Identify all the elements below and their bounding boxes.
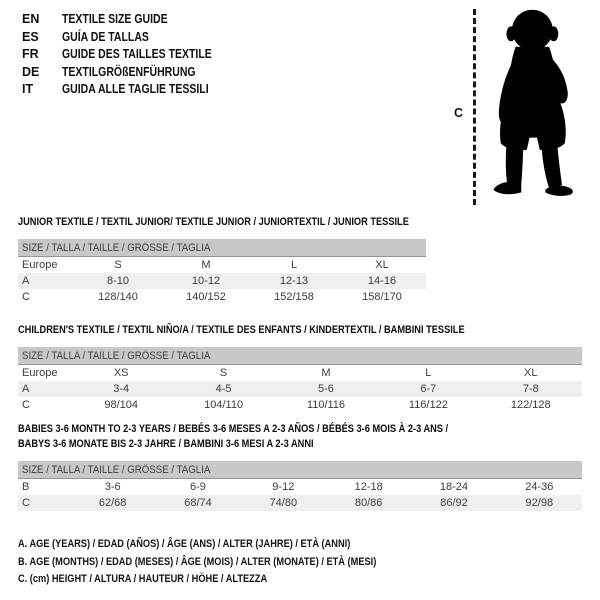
table-cell: 6-7 — [420, 383, 437, 395]
table-cell: 74/80 — [269, 497, 298, 509]
language-label: TEXTILGRÖßENFÜHRUNG — [62, 64, 196, 79]
footnote-a-text: A. AGE (YEARS) / EDAD (AÑOS) / ÂGE (ANS) / ALTER (JAHRE) / ETÀ (ANNI) — [18, 538, 351, 550]
children-table — [18, 347, 582, 413]
language-code: IT — [22, 82, 34, 96]
language-label: GUIDA ALLE TAGLIE TESSILI — [62, 82, 209, 96]
table-row — [18, 365, 582, 382]
size-header-text: SIZE / TALLA / TAILLE / GRÖSSE / TAGLIA — [22, 349, 211, 362]
table-cell: 12-18 — [354, 481, 383, 493]
row-label: C — [22, 497, 30, 509]
table-cell: 7-8 — [522, 383, 539, 395]
table-cell: M — [201, 259, 211, 271]
table-cell: 152/158 — [274, 291, 314, 303]
table-cell: 68/74 — [184, 497, 212, 509]
junior-table-title-text: JUNIOR TEXTILE / TEXTIL JUNIOR/ TEXTILE JUNIOR / JUNIORTEXTIL / JUNIOR TESSILE — [18, 216, 409, 228]
language-list — [22, 11, 240, 99]
size-header — [18, 347, 582, 365]
table-cell: S — [114, 259, 122, 271]
footnote-a — [18, 536, 445, 554]
table-cell: 92/98 — [525, 497, 554, 509]
table-cell: 18-24 — [439, 481, 469, 493]
table-cell: 5-6 — [318, 383, 334, 395]
table-cell: 12-13 — [279, 275, 309, 287]
row-label: B — [22, 481, 30, 493]
children-table-title — [18, 323, 550, 338]
table-cell: 14-16 — [367, 275, 397, 287]
table-cell: L — [290, 259, 298, 271]
size-header-text: SIZE / TALLA / TAILLE / GRÖSSE / TAGLIA — [22, 463, 211, 476]
table-cell: 122/128 — [510, 399, 551, 411]
table-cell: 98/104 — [104, 399, 139, 411]
row-label: C — [22, 291, 30, 303]
language-row-en — [22, 11, 240, 29]
table-row — [18, 273, 426, 289]
babies-table-title-line1: BABIES 3-6 MONTH TO 2-3 YEARS / BEBÉS 3-6 MESES A 2-3 AÑOS / BÉBÉS 3-6 MOIS À 2-3 ANS / — [18, 423, 449, 435]
table-cell: 3-4 — [113, 383, 130, 395]
table-cell: 86/92 — [440, 497, 468, 509]
table-cell: 4-5 — [215, 383, 232, 395]
height-measure-dashed-line — [473, 9, 476, 205]
table-cell: S — [219, 367, 228, 379]
babies-table — [18, 461, 582, 511]
table-cell: 6-9 — [190, 481, 206, 493]
table-row — [18, 257, 426, 274]
table-row — [18, 495, 582, 511]
table-cell: 158/170 — [362, 291, 402, 303]
children-table-title-text: CHILDREN'S TEXTILE / TEXTIL NIÑO/A / TEXTILE DES ENFANTS / KINDERTEXTIL / BAMBINI TESSILE — [18, 324, 465, 336]
table-cell: L — [425, 367, 432, 379]
language-row-it — [22, 81, 240, 99]
table-header-row — [18, 347, 582, 365]
table-cell: 62/68 — [98, 497, 127, 509]
size-header — [18, 239, 426, 257]
table-row — [18, 397, 582, 413]
language-row-fr — [22, 46, 240, 64]
table-row — [18, 289, 426, 305]
language-row-de — [22, 64, 240, 82]
language-label: GUIDE DES TAILLES TEXTILE — [62, 47, 212, 61]
language-code: DE — [22, 64, 40, 79]
table-cell: XL — [524, 367, 538, 379]
junior-table-title — [18, 215, 483, 230]
table-cell: 24-36 — [525, 481, 554, 493]
table-cell: XS — [113, 367, 129, 379]
table-cell: M — [321, 367, 331, 379]
table-header-row — [18, 239, 426, 257]
language-code: FR — [22, 47, 39, 61]
size-header — [18, 461, 582, 479]
language-code: ES — [22, 29, 39, 44]
babies-table-title-line2: BABYS 3-6 MONATE BIS 2-3 JAHRE / BAMBINI 3-6 MESI A 2-3 ANNI — [18, 438, 314, 450]
row-label: Europe — [22, 367, 58, 379]
table-cell: 104/110 — [204, 399, 244, 411]
table-header-row — [18, 461, 582, 479]
table-cell: 140/152 — [186, 291, 226, 303]
babies-table-title — [18, 422, 530, 452]
row-label: A — [22, 275, 30, 287]
language-row-es — [22, 29, 240, 47]
row-label: C — [22, 399, 30, 411]
table-cell: 116/122 — [408, 399, 448, 411]
footnote-c-text: C. (cm) HEIGHT / ALTURA / HAUTEUR / HÖHE / ALTEZZA — [18, 573, 268, 585]
footnote-c — [18, 571, 445, 589]
table-row — [18, 479, 582, 496]
language-label: TEXTILE SIZE GUIDE — [62, 12, 168, 26]
row-label: A — [22, 383, 30, 395]
toddler-silhouette — [483, 6, 578, 210]
table-cell: 3-6 — [104, 481, 121, 493]
height-marker-label: C — [454, 106, 464, 120]
language-label: GUÍA DE TALLAS — [62, 29, 149, 44]
table-cell: 9-12 — [272, 481, 295, 493]
table-cell: XL — [375, 259, 389, 271]
footnote-b-text: B. AGE (MONTHS) / EDAD (MESES) / ÂGE (MOIS) / ALTER (MONATE) / ETÀ (MESI) — [18, 555, 377, 568]
row-label: Europe — [22, 259, 58, 271]
table-cell: 80/86 — [354, 497, 383, 509]
language-code: EN — [22, 12, 40, 26]
table-cell: 8-10 — [106, 275, 130, 287]
footnote-b — [18, 554, 445, 572]
size-header-text: SIZE / TALLA / TAILLE / GRÖSSE / TAGLIA — [22, 241, 211, 254]
table-row — [18, 381, 582, 397]
table-cell: 128/140 — [98, 291, 138, 303]
table-cell: 110/116 — [306, 399, 346, 411]
table-cell: 10-12 — [191, 275, 221, 287]
junior-table — [18, 239, 426, 305]
footnotes — [18, 536, 445, 589]
